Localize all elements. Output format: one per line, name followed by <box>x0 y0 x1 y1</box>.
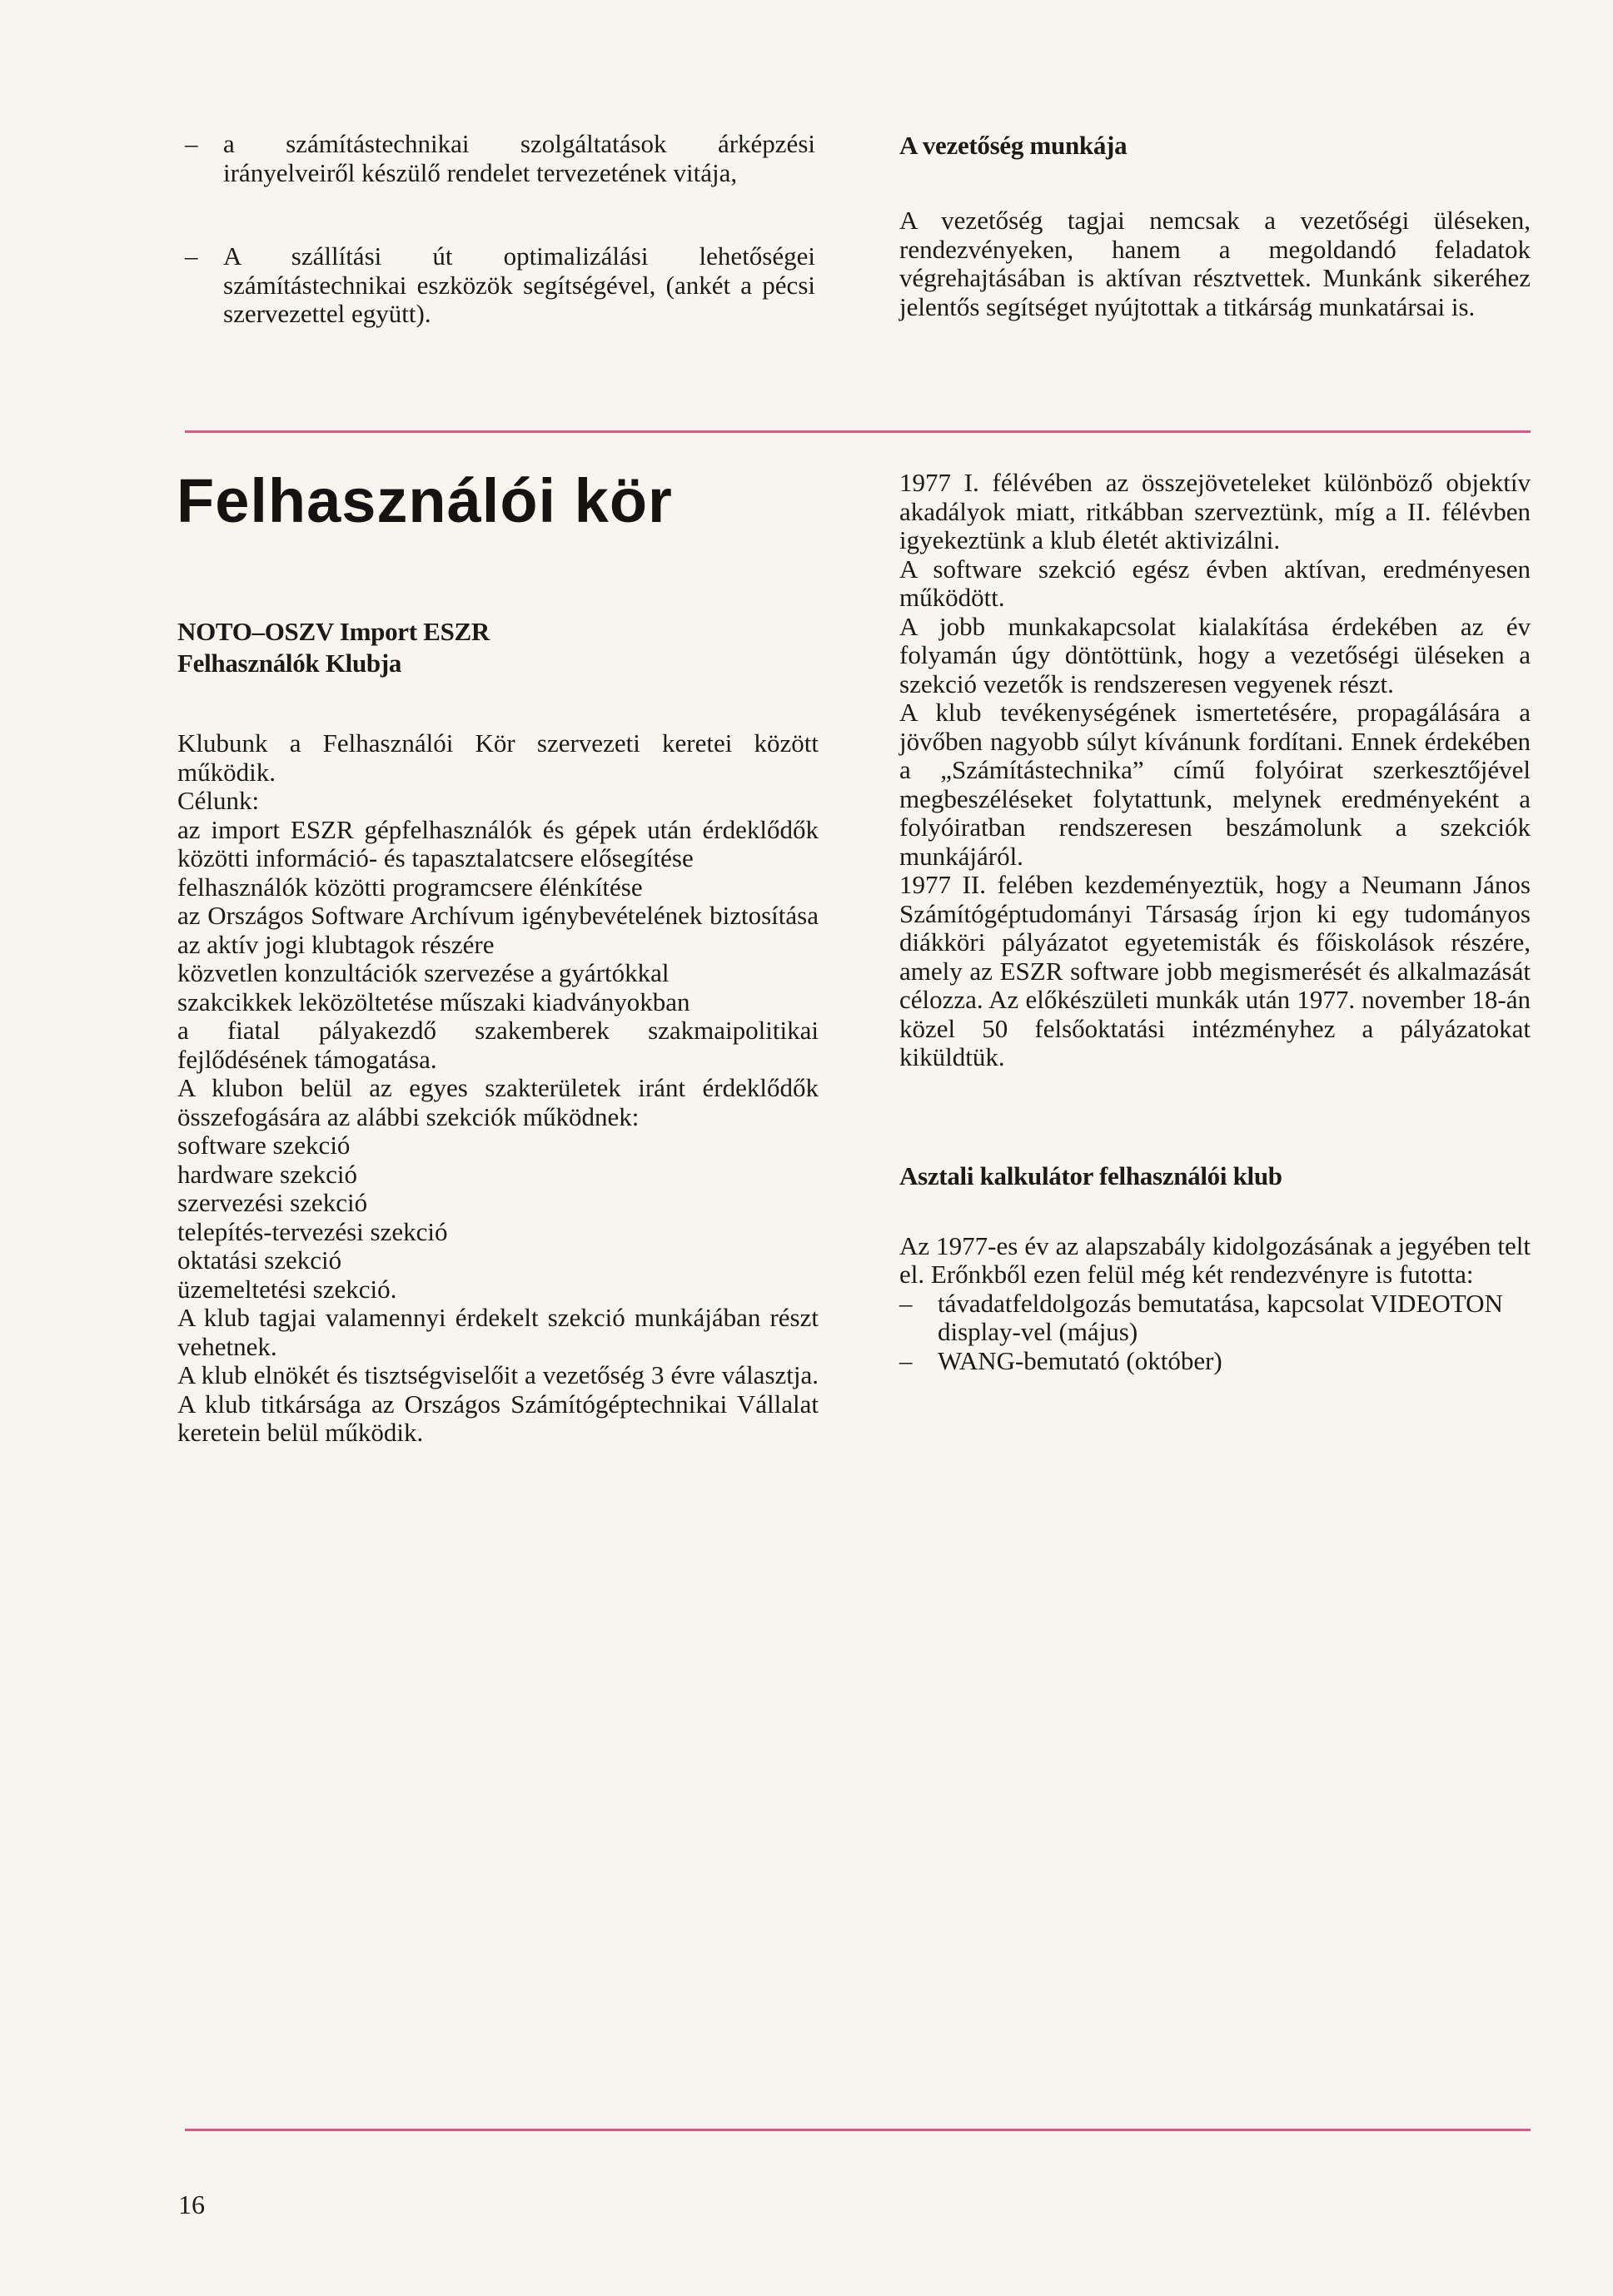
activity-paragraph: A software szekció egész évben aktívan, eredményesen működött. <box>899 554 1531 612</box>
dash-bullet-icon: – <box>185 241 198 271</box>
club-heading-line2: Felhasználók Klubja <box>177 649 402 678</box>
section-title: Felhasználói kör <box>177 466 673 535</box>
goal-item: a fiatal pályakezdő szakemberek szakmaipolitikai fejlődésének támogatása. <box>177 1016 819 1074</box>
section-item: telepítés-tervezési szekció <box>177 1216 448 1246</box>
list-item <box>185 130 815 187</box>
activities-section <box>899 469 1531 1375</box>
dash-bullet-icon: – <box>899 1345 913 1375</box>
list-item-text: távadatfeldolgozás bemutatása, kapcsolat VIDEOTON display-vel (május) <box>938 1288 1503 1346</box>
section-item: üzemeltetési szekció. <box>177 1274 397 1304</box>
sections-intro: A klubon belül az egyes szakterületek iránt érdeklődők összefogására az alábbi szekciók működnek: <box>177 1073 819 1131</box>
leadership-section <box>899 130 1531 321</box>
list-item-text: A szállítási út optimalizálási lehetőségei számítástechnikai eszközök segítségével, (ankét a pécsi szervezettel együtt). <box>223 241 815 328</box>
goal-item: felhasználók közötti programcsere élénkítése <box>177 872 643 902</box>
goal-item: az import ESZR gépfelhasználók és gépek után érdeklődők közötti információ- és tapasztalatcsere elősegítése <box>177 814 819 872</box>
section-item: szervezési szekció <box>177 1188 368 1217</box>
goal-item: közvetlen konzultációk szervezése a gyártókkal <box>177 958 670 987</box>
page-number: 16 <box>178 2189 205 2219</box>
section-item: software szekció <box>177 1131 351 1160</box>
leadership-paragraph: A vezetőség tagjai nemcsak a vezetőségi üléseken, rendezvényeken, hanem a megoldandó feladatok végrehajtásában is aktívan résztvettek. Munkánk sikeréhez jelentős segítséget nyújtottak a titkárság munkatársai is. <box>899 206 1531 321</box>
membership-paragraph: A klub tagjai valamennyi érdekelt szekció munkájában részt vehetnek. <box>177 1303 819 1361</box>
activity-paragraph: 1977 I. félévében az összejöveteleket különböző objektív akadályok miatt, ritkábban szerveztünk, míg a II. félévben igyekeztünk a klub életét aktivizálni. <box>899 468 1531 554</box>
calc-club-paragraph: Az 1977-es év az alapszabály kidolgozásának a jegyében telt el. Erőnkből ezen felül még két rendezvényre is futotta: <box>899 1230 1531 1289</box>
dash-bullet-icon: – <box>899 1288 913 1318</box>
club-intro: Klubunk a Felhasználói Kör szervezeti keretei között működik. <box>177 728 819 787</box>
activity-paragraph: A jobb munkakapcsolat kialakítása érdekében az év folyamán úgy döntöttünk, hogy a vezetőségi üléseken a szekció vezetők is rendszeresen vegyenek részt. <box>899 611 1531 698</box>
list-item <box>185 242 815 329</box>
goal-item: szakcikkek leközöltetése műszaki kiadványokban <box>177 986 690 1016</box>
bottom-divider-rule <box>185 2129 1531 2131</box>
activity-paragraph: A klub tevékenységének ismertetésére, propagálására a jövőben nagyobb súlyt kívánunk fordítani. Ennek érdekében a „Számítástechnika” című folyóirat szerkesztőjével megbeszéléseket folytattunk, melynek eredményeként a folyóiratban rendszeresen beszámolunk a szekciók munkájáról. <box>899 698 1531 871</box>
club-heading-line1: NOTO–OSZV Import ESZR <box>177 617 490 646</box>
leadership-heading: A vezetőség munkája <box>899 131 1128 160</box>
list-item-text: WANG-bemutató (október) <box>938 1345 1222 1375</box>
section-item: hardware szekció <box>177 1159 358 1189</box>
section-item: oktatási szekció <box>177 1245 342 1275</box>
leadership-election-paragraph: A klub elnökét és tisztségviselőit a vezetőség 3 évre választja. A klub titkársága az Országos Számítógéptechnikai Vállalat keretein belül működik. <box>177 1360 819 1447</box>
previous-events-list <box>185 130 815 329</box>
list-item <box>899 1290 1531 1347</box>
goals-label: Célunk: <box>177 786 260 815</box>
club-section <box>177 616 819 1448</box>
goal-item: az Országos Software Archívum igénybevételének biztosítása az aktív jogi klubtagok részére <box>177 901 819 959</box>
calc-club-heading: Asztali kalkulátor felhasználói klub <box>899 1160 1282 1190</box>
activity-paragraph: 1977 II. felében kezdeményeztük, hogy a Neumann János Számítógéptudományi Társaság írjon ki egy tudományos diákköri pályázatot egyetemisták és főiskolások részére, amely az ESZR software jobb megismerését és alkalmazását célozza. Az előkészületi munkák után 1977. november 18-án közel 50 felsőoktatási intézményhez a pályázatokat kiküldtük. <box>899 870 1531 1071</box>
dash-bullet-icon: – <box>185 129 198 158</box>
list-item-text: a számítástechnikai szolgáltatások árképzési irányelveiről készülő rendelet tervezetének vitája, <box>223 129 815 187</box>
top-divider-rule <box>185 430 1531 433</box>
list-item <box>899 1347 1531 1376</box>
